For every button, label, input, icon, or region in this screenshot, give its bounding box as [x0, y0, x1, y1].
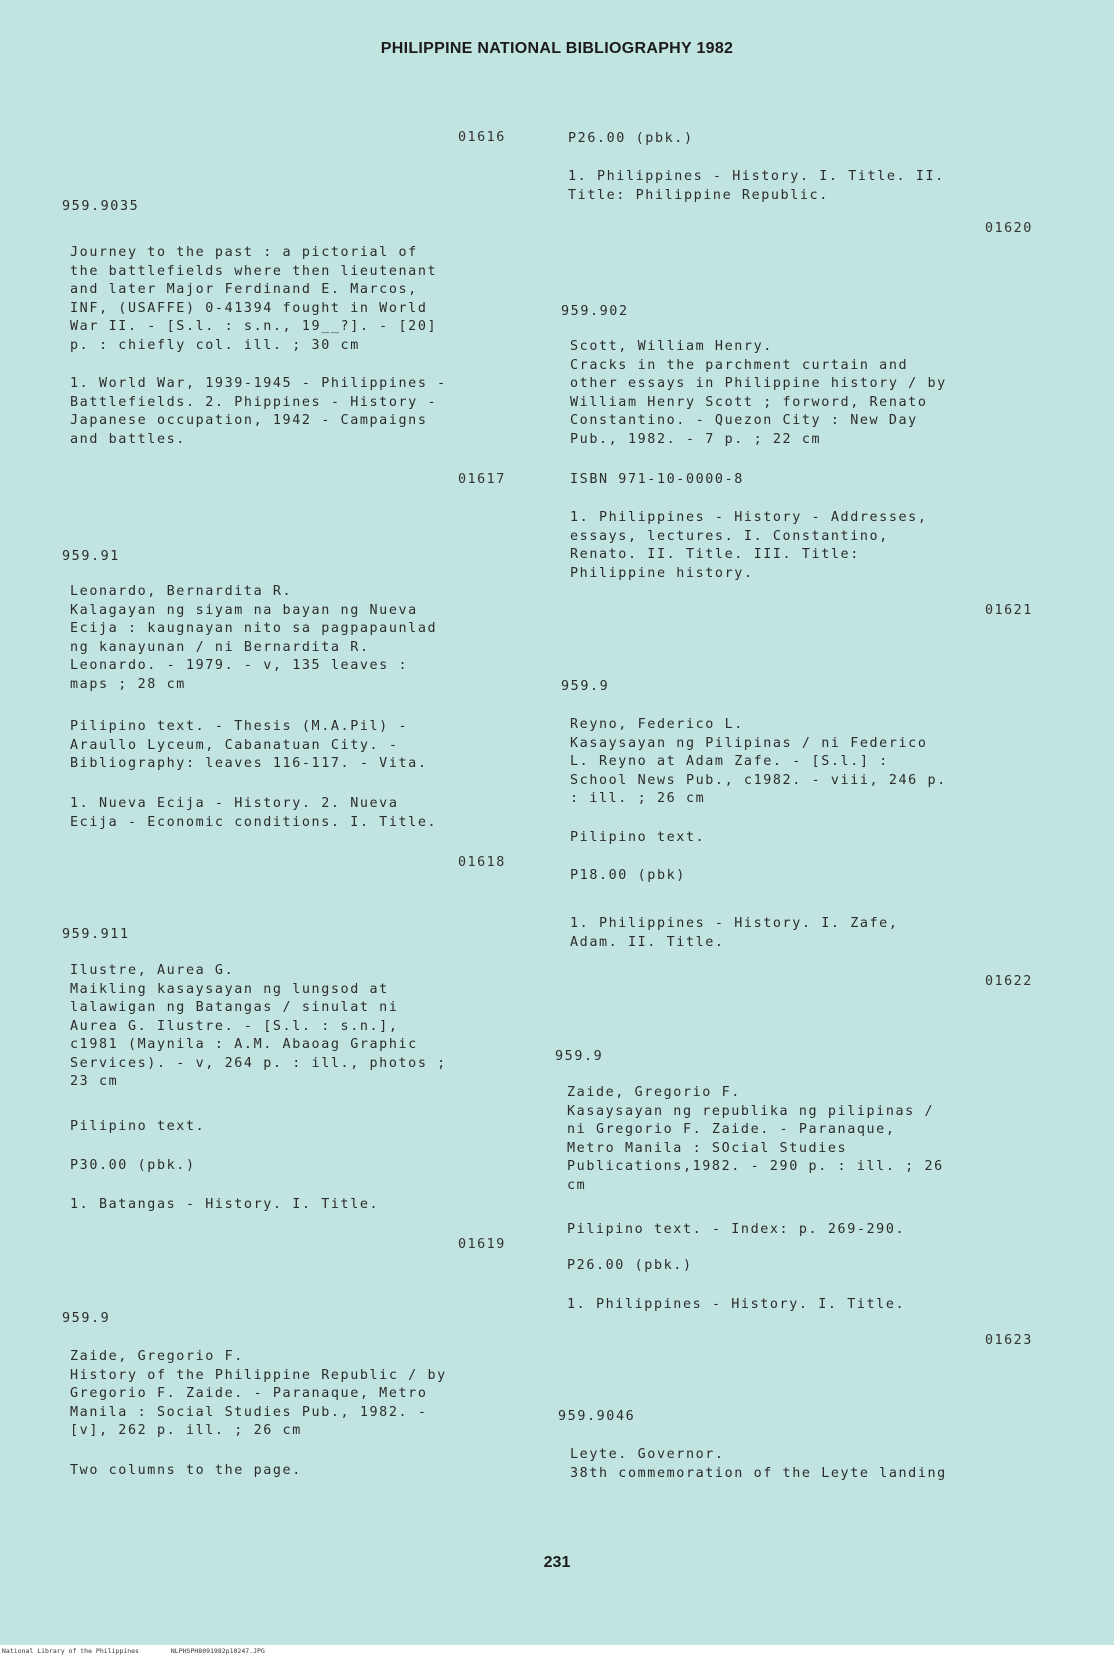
- entry-notes: Two columns to the page.: [70, 1463, 302, 1478]
- entry-description: Leonardo, Bernardita R. Kalagayan ng siyam na bayan ng Nueva Ecija : kaugnayan nito sa pagpapaunlad ng kanayunan / ni Bernardita R. Leonardo. - 1979. - v, 135 leaves : maps ; 28 cm: [70, 584, 438, 692]
- entry-subjects: 1. Philippines - History. I. Zafe, Adam. II. Title.: [570, 916, 899, 950]
- library-credit: National Library of the Philippines: [2, 1647, 139, 1655]
- call-number: 959.9: [62, 1311, 111, 1326]
- entry-price: P18.00 (pbk): [570, 868, 686, 883]
- entry-number: 01622: [985, 974, 1033, 989]
- call-number: 959.9046: [558, 1409, 636, 1424]
- call-number: 959.911: [62, 927, 130, 942]
- call-number: 959.902: [561, 304, 629, 319]
- entry-number: 01619: [458, 1237, 506, 1252]
- entry-price: P26.00 (pbk.): [567, 1258, 693, 1273]
- entry-subjects: 1. Nueva Ecija - History. 2. Nueva Ecija - Economic conditions. I. Title.: [70, 796, 438, 830]
- scan-filename: NLPHSPH8091982p10247.JPG: [170, 1647, 265, 1655]
- entry-price: P30.00 (pbk.): [70, 1158, 196, 1173]
- call-number: 959.9: [561, 679, 610, 694]
- entry-language: Pilipino text.: [70, 1119, 206, 1134]
- entry-description: Leyte. Governor. 38th commemoration of the Leyte landing: [570, 1447, 947, 1481]
- entry-language: Pilipino text.: [570, 830, 706, 845]
- entry-subjects: 1. Philippines - History. I. Title.: [567, 1297, 906, 1312]
- entry-description: Zaide, Gregorio F. Kasaysayan ng republika ng pilipinas / ni Gregorio F. Zaide. - Paranaque, Metro Manila : SOcial Studies Publications,1982. - 290 p. : ill. ; 26 cm: [567, 1085, 944, 1193]
- entry-description: Reyno, Federico L. Kasaysayan ng Pilipinas / ni Federico L. Reyno at Adam Zafe. - [S.l.] : School News Pub., c1982. - viii, 246 p. : ill. ; 26 cm: [570, 717, 947, 806]
- entry-subjects: 1. World War, 1939-1945 - Philippines - Battlefields. 2. Phippines - History - Japanese occupation, 1942 - Campaigns and battles.: [70, 376, 447, 447]
- page-number: 231: [543, 1554, 571, 1571]
- entry-notes: Pilipino text. - Thesis (M.A.Pil) - Araullo Lyceum, Cabanatuan City. - Bibliography: leaves 116-117. - Vita.: [70, 719, 428, 771]
- page-title: PHILIPPINE NATIONAL BIBLIOGRAPHY 1982: [380, 40, 734, 57]
- entry-isbn: ISBN 971-10-0000-8: [570, 472, 744, 487]
- entry-subjects: 1. Philippines - History - Addresses, essays, lectures. I. Constantino, Renato. II. Title. III. Title: Philippine history.: [570, 510, 928, 581]
- entry-number: 01620: [985, 221, 1033, 236]
- call-number: 959.91: [62, 549, 120, 564]
- call-number: 959.9035: [62, 199, 140, 214]
- entry-description: Zaide, Gregorio F. History of the Philippine Republic / by Gregorio F. Zaide. - Paranaque, Metro Manila : Social Studies Pub., 1982. - [v], 262 p. ill. ; 26 cm: [70, 1349, 447, 1438]
- entry-number: 01617: [458, 472, 506, 487]
- entry-subjects: 1. Batangas - History. I. Title.: [70, 1197, 380, 1212]
- call-number: 959.9: [555, 1049, 604, 1064]
- entry-number: 01621: [985, 603, 1033, 618]
- entry-description: Scott, William Henry. Cracks in the parchment curtain and other essays in Philippine history / by William Henry Scott ; forword, Renato Constantino. - Quezon City : New Day Pub., 1982. - 7 p. ; 22 cm: [570, 339, 947, 447]
- scan-credit-bar: [0, 1645, 1114, 1658]
- entry-description: Ilustre, Aurea G. Maikling kasaysayan ng lungsod at lalawigan ng Batangas / sinulat ni Aurea G. Ilustre. - [S.l. : s.n.], c1981 (Maynila : A.M. Abaoag Graphic Services). - v, 264 p. : ill., photos ; 23 cm: [70, 963, 447, 1089]
- entry-number: 01623: [985, 1333, 1033, 1348]
- entry-price: P26.00 (pbk.): [568, 131, 694, 146]
- entry-description: Journey to the past : a pictorial of the battlefields where then lieutenant and later Major Ferdinand E. Marcos, INF, (USAFFE) 0-41394 fought in World War II. - [S.l. : s.n., 19__?]. - [20] p. : chiefly col. ill. ; 30 cm: [70, 245, 438, 353]
- entry-number: 01618: [458, 855, 506, 870]
- entry-subjects: 1. Philippines - History. I. Title. II. Title: Philippine Republic.: [568, 169, 945, 203]
- entry-number: 01616: [458, 130, 506, 145]
- entry-notes: Pilipino text. - Index: p. 269-290.: [567, 1222, 906, 1237]
